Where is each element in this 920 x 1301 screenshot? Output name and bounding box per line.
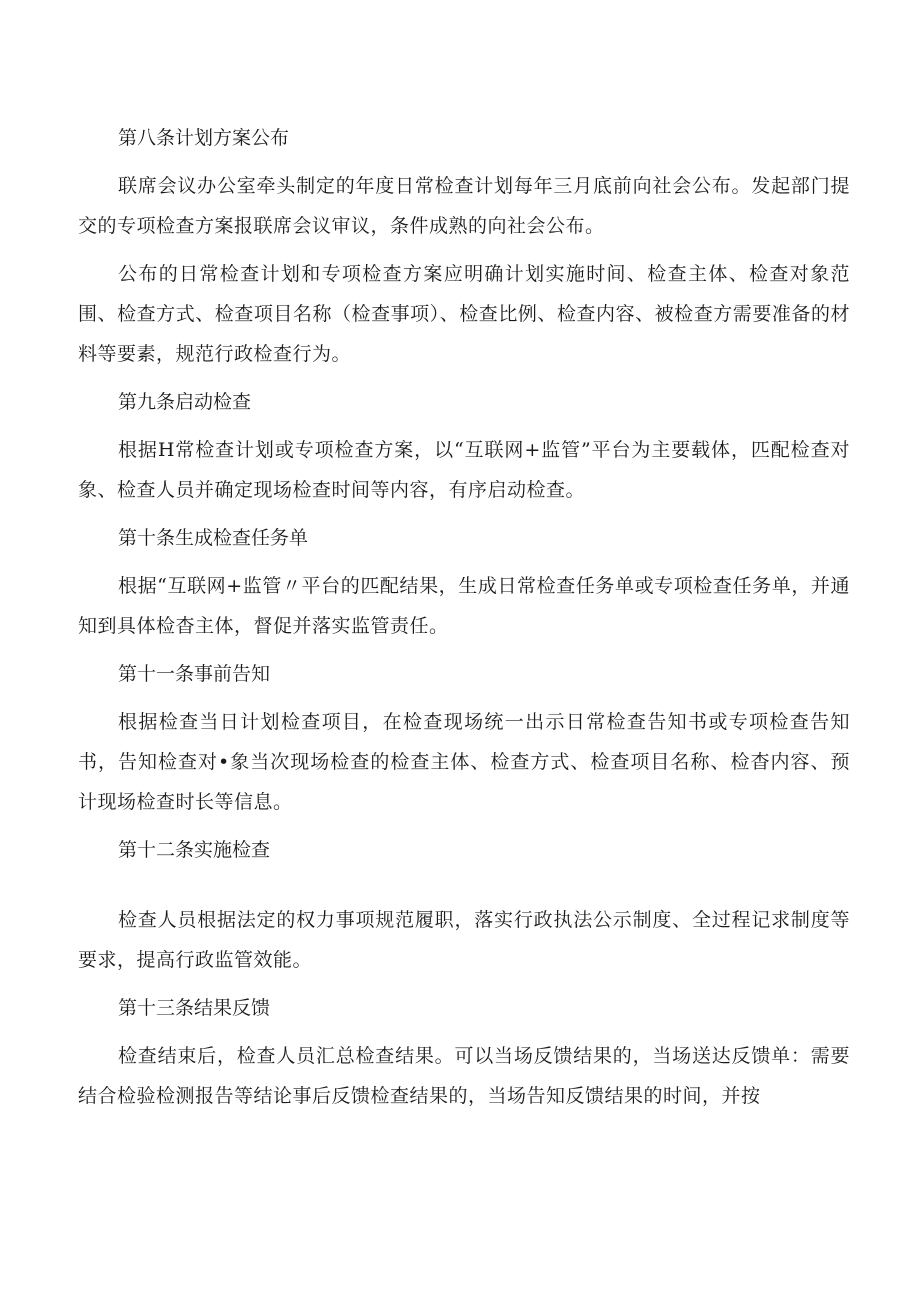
article-13-paragraph-1: 检查结束后，检查人员汇总检查结果。可以当场反馈结果的，当场送达反馈单：需要结合检验检测报告等结论事后反馈检查结果的，当场告知反馈结果的时间，并按 xyxy=(78,1045,850,1107)
article-8-paragraph-2: 公布的日常检查计划和专项检查方案应明确计划实施时间、检查主体、检查对象范围、检查方式、检查项目名称（检查事项）、检查比例、检查内容、被检查方需要准备的材料等要素，规范行政检查行为。 xyxy=(78,263,850,365)
article-11-heading: 第十一条事前告知 xyxy=(118,663,271,685)
article-13-heading: 第十三条结果反馈 xyxy=(118,997,271,1019)
article-9-paragraph-1: 根据H常检查计划或专项检查方案，以“互联网+监管”平台为主要载体，匹配检查对象、检查人员并确定现场检查时间等内容，有序启动检查。 xyxy=(78,439,850,501)
article-12-heading: 第十二条实施检查 xyxy=(118,839,271,861)
document-page xyxy=(78,118,850,1124)
article-10-paragraph-1: 根据“互联网+监管〃平台的匹配结果，生成日常检查任务单或专项检查任务单，并通知到具体检杳主体，督促并落实监管责任。 xyxy=(78,575,850,637)
article-11-paragraph-1: 根据检查当日计划检查项目，在检查现场统一出示日常检查告知书或专项检查告知书，告知检查对•象当次现场检查的检查主体、检查方式、检查项目名称、检杳内容、预计现场检查时长等信息。 xyxy=(78,711,850,813)
article-9-heading: 第九条启动检查 xyxy=(118,391,252,413)
article-8-heading: 第八条计划方案公布 xyxy=(118,127,290,149)
spacer xyxy=(78,878,850,900)
article-12-paragraph-1: 检查人员根据法定的权力事项规范履职，落实行政执法公示制度、全过程记求制度等要求，提高行政监管效能。 xyxy=(78,909,850,971)
article-10-heading: 第十条生成检查任务单 xyxy=(118,527,309,549)
article-8-paragraph-1: 联席会议办公室牵头制定的年度日常检查计划每年三月底前向社会公布。发起部门提交的专项检查方案报联席会议审议，条件成熟的向社会公布。 xyxy=(78,175,850,237)
